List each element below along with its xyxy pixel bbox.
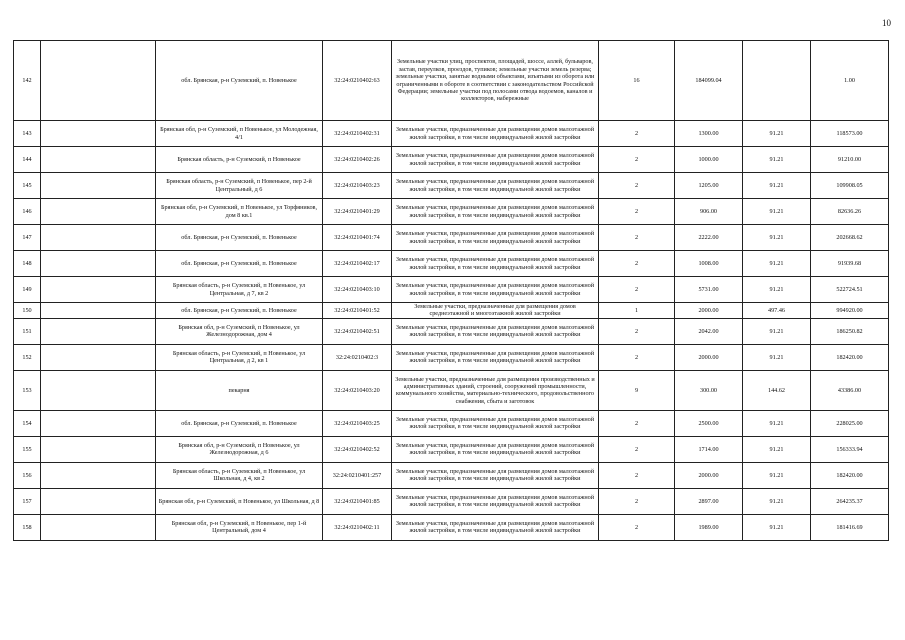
area-cell: 2500.00 (675, 410, 743, 436)
cadastral-value-cell: 82636.26 (811, 199, 889, 225)
row-number-cell: 158 (14, 514, 41, 540)
address-cell: обл. Брянская, р-н Суземский, п. Новенькое (156, 41, 323, 121)
cadastral-number-cell: 32:24:0210402:51 (323, 318, 392, 344)
address-cell: Брянская обл, р-н Суземский, п Новенькое, ул Железнодорожная, дом 4 (156, 318, 323, 344)
cadastral-number-cell: 32:24:0210401:29 (323, 199, 392, 225)
cadastral-number-cell: 32:24:0210401:52 (323, 303, 392, 319)
blank-cell (41, 436, 156, 462)
row-number-cell: 143 (14, 121, 41, 147)
row-number-cell: 146 (14, 199, 41, 225)
group-cell: 2 (599, 121, 675, 147)
cadastral-value-cell: 264235.37 (811, 488, 889, 514)
table-row (14, 514, 889, 540)
row-number-cell: 144 (14, 147, 41, 173)
table-row (14, 41, 889, 121)
area-cell: 2042.00 (675, 318, 743, 344)
blank-cell (41, 514, 156, 540)
blank-cell (41, 121, 156, 147)
row-number-cell: 149 (14, 277, 41, 303)
group-cell: 2 (599, 199, 675, 225)
cadastral-number-cell: 32:24:0210402:26 (323, 147, 392, 173)
cadastral-number-cell: 32:24:0210403:23 (323, 173, 392, 199)
land-use-cell: Земельные участки, предназначенные для размещения домов малоэтажной жилой застройки, в том числе индивидуальной жилой застройки (392, 488, 599, 514)
table-row (14, 277, 889, 303)
address-cell: Брянская область, р-н Суземский, п Новенькое, ул Школьная, д 4, кв 2 (156, 462, 323, 488)
row-number-cell: 147 (14, 225, 41, 251)
row-number-cell: 148 (14, 251, 41, 277)
group-cell: 2 (599, 147, 675, 173)
land-registry-table (13, 40, 889, 541)
cadastral-value-cell: 91210.00 (811, 147, 889, 173)
area-cell: 1989.00 (675, 514, 743, 540)
table-row (14, 318, 889, 344)
rate-cell: 91.21 (743, 225, 811, 251)
cadastral-value-cell: 228025.00 (811, 410, 889, 436)
table-row (14, 199, 889, 225)
address-cell: Брянская обл, р-н Суземский, п Новенькое, ул Школьная, д 8 (156, 488, 323, 514)
address-cell: обл. Брянская, р-н Суземский, п. Новенькое (156, 303, 323, 319)
row-number-cell: 142 (14, 41, 41, 121)
land-use-cell: Земельные участки, предназначенные для размещения домов среднеэтажной и многоэтажной жилой застройки (392, 303, 599, 319)
blank-cell (41, 147, 156, 173)
land-use-cell: Земельные участки, предназначенные для размещения домов малоэтажной жилой застройки, в том числе индивидуальной жилой застройки (392, 410, 599, 436)
blank-cell (41, 303, 156, 319)
rate-cell: 144.62 (743, 370, 811, 410)
cadastral-value-cell: 118573.00 (811, 121, 889, 147)
blank-cell (41, 251, 156, 277)
group-cell: 1 (599, 303, 675, 319)
cadastral-number-cell: 32:24:0210401:74 (323, 225, 392, 251)
cadastral-number-cell: 32:24:0210402:3 (323, 344, 392, 370)
cadastral-value-cell: 181416.69 (811, 514, 889, 540)
group-cell: 2 (599, 318, 675, 344)
area-cell: 2000.00 (675, 462, 743, 488)
area-cell: 1205.00 (675, 173, 743, 199)
land-use-cell: Земельные участки, предназначенные для размещения домов малоэтажной жилой застройки, в том числе индивидуальной жилой застройки (392, 173, 599, 199)
rate-cell: 91.21 (743, 251, 811, 277)
land-use-cell: Земельные участки улиц, проспектов, площадей, шоссе, аллей, бульваров, застав, переулков, проездов, тупиков; земельные участки земель резерва; земельные участки, занятые водными объектами, изъятыми из оборота или ограниченными в обороте в соответствии с законодательством Российской Федерации; земельные участки под полосами отвода водоемов, каналов и коллекторов, набережные (392, 41, 599, 121)
group-cell: 2 (599, 344, 675, 370)
rate-cell: 91.21 (743, 436, 811, 462)
address-cell: Брянская область, р-н Суземский, п Новенькое, пер 2-й Центральный, д 6 (156, 173, 323, 199)
table-row (14, 303, 889, 319)
table-row (14, 462, 889, 488)
area-cell: 2000.00 (675, 344, 743, 370)
rate-cell: 91.21 (743, 462, 811, 488)
address-cell: Брянская область, р-н Суземский, п Новенькое (156, 147, 323, 173)
blank-cell (41, 462, 156, 488)
group-cell: 2 (599, 251, 675, 277)
area-cell: 5731.00 (675, 277, 743, 303)
table-row (14, 121, 889, 147)
cadastral-number-cell: 32:24:0210402:11 (323, 514, 392, 540)
cadastral-number-cell: 32:24:0210401:257 (323, 462, 392, 488)
table-row (14, 147, 889, 173)
rate-cell: 91.21 (743, 277, 811, 303)
address-cell: Брянская область, р-н Суземский, п Новенькое, ул Центральная, д 7, кв 2 (156, 277, 323, 303)
address-cell: Брянская обл, р-н Суземский, п Новенькое, пер 1-й Центральный, дом 4 (156, 514, 323, 540)
group-cell: 2 (599, 173, 675, 199)
blank-cell (41, 173, 156, 199)
cadastral-value-cell: 202668.62 (811, 225, 889, 251)
group-cell: 2 (599, 462, 675, 488)
row-number-cell: 153 (14, 370, 41, 410)
table-row (14, 436, 889, 462)
cadastral-number-cell: 32:24:0210403:20 (323, 370, 392, 410)
cadastral-number-cell: 32:24:0210401:85 (323, 488, 392, 514)
row-number-cell: 154 (14, 410, 41, 436)
cadastral-number-cell: 32:24:0210402:31 (323, 121, 392, 147)
area-cell: 906.00 (675, 199, 743, 225)
land-use-cell: Земельные участки, предназначенные для размещения домов малоэтажной жилой застройки, в том числе индивидуальной жилой застройки (392, 514, 599, 540)
cadastral-value-cell: 182420.00 (811, 344, 889, 370)
land-use-cell: Земельные участки, предназначенные для размещения домов малоэтажной жилой застройки, в том числе индивидуальной жилой застройки (392, 225, 599, 251)
land-use-cell: Земельные участки, предназначенные для размещения домов малоэтажной жилой застройки, в том числе индивидуальной жилой застройки (392, 277, 599, 303)
cadastral-number-cell: 32:24:0210403:25 (323, 410, 392, 436)
rate-cell: 91.21 (743, 173, 811, 199)
table-row (14, 344, 889, 370)
area-cell: 2000.00 (675, 303, 743, 319)
rate-cell: 91.21 (743, 318, 811, 344)
table-row (14, 410, 889, 436)
group-cell: 2 (599, 277, 675, 303)
land-use-cell: Земельные участки, предназначенные для размещения домов малоэтажной жилой застройки, в том числе индивидуальной жилой застройки (392, 318, 599, 344)
group-cell: 16 (599, 41, 675, 121)
group-cell: 2 (599, 514, 675, 540)
cadastral-value-cell: 156333.94 (811, 436, 889, 462)
address-cell: пекарня (156, 370, 323, 410)
cadastral-value-cell: 186250.82 (811, 318, 889, 344)
page-number: 10 (882, 18, 891, 28)
blank-cell (41, 370, 156, 410)
address-cell: обл. Брянская, р-н Суземский, п. Новенькое (156, 225, 323, 251)
rate-cell: 91.21 (743, 410, 811, 436)
table-row (14, 225, 889, 251)
cadastral-number-cell: 32:24:0210402:17 (323, 251, 392, 277)
group-cell: 2 (599, 436, 675, 462)
rate-cell: 91.21 (743, 121, 811, 147)
address-cell: Брянская обл, р-н Суземский, п Новенькое, ул Торфяников, дом 8 кв.1 (156, 199, 323, 225)
blank-cell (41, 318, 156, 344)
table-row (14, 173, 889, 199)
row-number-cell: 151 (14, 318, 41, 344)
blank-cell (41, 225, 156, 251)
area-cell: 2222.00 (675, 225, 743, 251)
blank-cell (41, 277, 156, 303)
rate-cell (743, 41, 811, 121)
row-number-cell: 156 (14, 462, 41, 488)
cadastral-value-cell: 522724.51 (811, 277, 889, 303)
row-number-cell: 145 (14, 173, 41, 199)
address-cell: Брянская обл, р-н Суземский, п Новенькое, ул Железнодорожная, д 6 (156, 436, 323, 462)
cadastral-value-cell: 109908.05 (811, 173, 889, 199)
rate-cell: 91.21 (743, 147, 811, 173)
area-cell: 1000.00 (675, 147, 743, 173)
cadastral-value-cell: 91939.68 (811, 251, 889, 277)
table-body (14, 41, 889, 541)
row-number-cell: 155 (14, 436, 41, 462)
land-use-cell: Земельные участки, предназначенные для размещения домов малоэтажной жилой застройки, в том числе индивидуальной жилой застройки (392, 121, 599, 147)
land-use-cell: Земельные участки, предназначенные для размещения домов малоэтажной жилой застройки, в том числе индивидуальной жилой застройки (392, 251, 599, 277)
area-cell: 1300.00 (675, 121, 743, 147)
area-cell: 2897.00 (675, 488, 743, 514)
rate-cell: 91.21 (743, 199, 811, 225)
blank-cell (41, 410, 156, 436)
land-use-cell: Земельные участки, предназначенные для размещения домов малоэтажной жилой застройки, в том числе индивидуальной жилой застройки (392, 147, 599, 173)
land-use-cell: Земельные участки, предназначенные для размещения производственных и административных зданий, строений, сооружений промышленности, коммунального хозяйства, материально-технического, продовольственного снабжения, сбыта и заготовок (392, 370, 599, 410)
cadastral-value-cell: 994920.00 (811, 303, 889, 319)
cadastral-value-cell: 1.00 (811, 41, 889, 121)
area-cell: 1008.00 (675, 251, 743, 277)
group-cell: 9 (599, 370, 675, 410)
blank-cell (41, 41, 156, 121)
row-number-cell: 152 (14, 344, 41, 370)
area-cell: 184099.04 (675, 41, 743, 121)
group-cell: 2 (599, 410, 675, 436)
land-use-cell: Земельные участки, предназначенные для размещения домов малоэтажной жилой застройки, в том числе индивидуальной жилой застройки (392, 199, 599, 225)
land-use-cell: Земельные участки, предназначенные для размещения домов малоэтажной жилой застройки, в том числе индивидуальной жилой застройки (392, 436, 599, 462)
row-number-cell: 150 (14, 303, 41, 319)
group-cell: 2 (599, 225, 675, 251)
rate-cell: 497.46 (743, 303, 811, 319)
area-cell: 300.00 (675, 370, 743, 410)
cadastral-value-cell: 43386.00 (811, 370, 889, 410)
group-cell: 2 (599, 488, 675, 514)
address-cell: Брянская область, р-н Суземский, п Новенькое, ул Центральная, д 2, кв 1 (156, 344, 323, 370)
blank-cell (41, 344, 156, 370)
row-number-cell: 157 (14, 488, 41, 514)
cadastral-number-cell: 32:24:0210402:63 (323, 41, 392, 121)
area-cell: 1714.00 (675, 436, 743, 462)
rate-cell: 91.21 (743, 514, 811, 540)
table-row (14, 488, 889, 514)
cadastral-value-cell: 182420.00 (811, 462, 889, 488)
cadastral-number-cell: 32:24:0210402:52 (323, 436, 392, 462)
cadastral-number-cell: 32:24:0210403:10 (323, 277, 392, 303)
table-row (14, 251, 889, 277)
address-cell: обл. Брянская, р-н Суземский, п. Новенькое (156, 251, 323, 277)
rate-cell: 91.21 (743, 344, 811, 370)
blank-cell (41, 488, 156, 514)
land-use-cell: Земельные участки, предназначенные для размещения домов малоэтажной жилой застройки, в том числе индивидуальной жилой застройки (392, 344, 599, 370)
land-use-cell: Земельные участки, предназначенные для размещения домов малоэтажной жилой застройки, в том числе индивидуальной жилой застройки (392, 462, 599, 488)
table-row (14, 370, 889, 410)
rate-cell: 91.21 (743, 488, 811, 514)
blank-cell (41, 199, 156, 225)
address-cell: Брянская обл, р-н Суземский, п Новенькое, ул Молодежная, 4/1 (156, 121, 323, 147)
address-cell: обл. Брянская, р-н Суземский, п. Новенькое (156, 410, 323, 436)
